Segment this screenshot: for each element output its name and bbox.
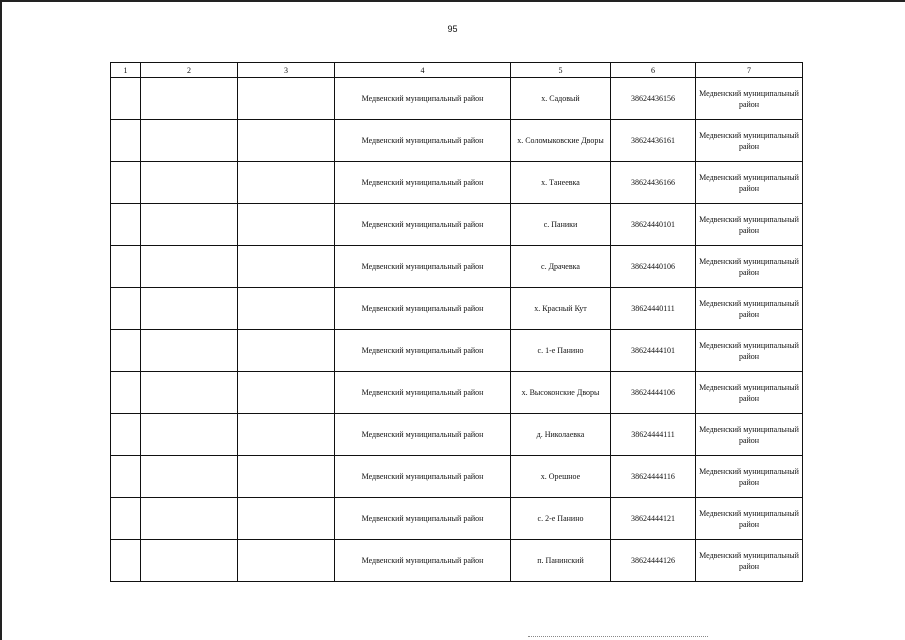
settlement-cell: д. Николаевка [511, 414, 611, 456]
row-number-cell [111, 372, 141, 414]
settlements-table [110, 62, 803, 582]
municipality-cell: Медвенский муниципальный район [696, 540, 803, 582]
oktmo-code-cell: 38624436166 [611, 162, 696, 204]
column-header-5: 5 [511, 63, 611, 78]
district-cell: Медвенский муниципальный район [335, 540, 511, 582]
column-2-cell [141, 204, 238, 246]
district-cell: Медвенский муниципальный район [335, 162, 511, 204]
column-3-cell [238, 456, 335, 498]
scan-artifact [528, 636, 708, 638]
row-number-cell [111, 120, 141, 162]
page-edge-left [0, 0, 2, 640]
settlement-cell: с. 1-е Панино [511, 330, 611, 372]
municipality-cell: Медвенский муниципальный район [696, 246, 803, 288]
row-number-cell [111, 498, 141, 540]
column-3-cell [238, 330, 335, 372]
oktmo-code-cell: 38624440101 [611, 204, 696, 246]
district-cell: Медвенский муниципальный район [335, 246, 511, 288]
table-row [111, 456, 803, 498]
column-2-cell [141, 372, 238, 414]
table-row [111, 498, 803, 540]
district-cell: Медвенский муниципальный район [335, 372, 511, 414]
district-cell: Медвенский муниципальный район [335, 288, 511, 330]
row-number-cell [111, 330, 141, 372]
settlement-cell: х. Соломыковские Дворы [511, 120, 611, 162]
district-cell: Медвенский муниципальный район [335, 78, 511, 120]
column-2-cell [141, 120, 238, 162]
oktmo-code-cell: 38624436156 [611, 78, 696, 120]
column-2-cell [141, 162, 238, 204]
column-3-cell [238, 414, 335, 456]
column-2-cell [141, 540, 238, 582]
table-row [111, 330, 803, 372]
column-3-cell [238, 372, 335, 414]
district-cell: Медвенский муниципальный район [335, 204, 511, 246]
column-2-cell [141, 414, 238, 456]
table-row [111, 246, 803, 288]
table-row [111, 372, 803, 414]
column-3-cell [238, 540, 335, 582]
column-2-cell [141, 498, 238, 540]
municipality-cell: Медвенский муниципальный район [696, 162, 803, 204]
municipality-cell: Медвенский муниципальный район [696, 456, 803, 498]
table-row [111, 540, 803, 582]
page-number: 95 [447, 24, 458, 34]
municipality-cell: Медвенский муниципальный район [696, 78, 803, 120]
row-number-cell [111, 78, 141, 120]
column-3-cell [238, 498, 335, 540]
table-row [111, 204, 803, 246]
table-header-row [111, 63, 803, 78]
row-number-cell [111, 456, 141, 498]
column-2-cell [141, 288, 238, 330]
settlement-cell: п. Панинский [511, 540, 611, 582]
oktmo-code-cell: 38624444101 [611, 330, 696, 372]
settlement-cell: с. Паники [511, 204, 611, 246]
oktmo-code-cell: 38624444126 [611, 540, 696, 582]
column-3-cell [238, 204, 335, 246]
district-cell: Медвенский муниципальный район [335, 414, 511, 456]
district-cell: Медвенский муниципальный район [335, 330, 511, 372]
column-3-cell [238, 120, 335, 162]
column-header-3: 3 [238, 63, 335, 78]
page-edge-top [0, 0, 905, 2]
column-header-6: 6 [611, 63, 696, 78]
municipality-cell: Медвенский муниципальный район [696, 120, 803, 162]
district-cell: Медвенский муниципальный район [335, 120, 511, 162]
column-2-cell [141, 456, 238, 498]
row-number-cell [111, 246, 141, 288]
oktmo-code-cell: 38624436161 [611, 120, 696, 162]
municipality-cell: Медвенский муниципальный район [696, 204, 803, 246]
municipality-cell: Медвенский муниципальный район [696, 372, 803, 414]
oktmo-code-cell: 38624440111 [611, 288, 696, 330]
settlement-cell: х. Танеевка [511, 162, 611, 204]
row-number-cell [111, 162, 141, 204]
municipality-cell: Медвенский муниципальный район [696, 330, 803, 372]
settlement-cell: х. Красный Кут [511, 288, 611, 330]
column-3-cell [238, 246, 335, 288]
district-cell: Медвенский муниципальный район [335, 456, 511, 498]
settlement-cell: х. Орешное [511, 456, 611, 498]
table-row [111, 414, 803, 456]
settlement-cell: х. Садовый [511, 78, 611, 120]
column-header-4: 4 [335, 63, 511, 78]
municipality-cell: Медвенский муниципальный район [696, 498, 803, 540]
column-2-cell [141, 78, 238, 120]
oktmo-code-cell: 38624444116 [611, 456, 696, 498]
municipality-cell: Медвенский муниципальный район [696, 414, 803, 456]
row-number-cell [111, 288, 141, 330]
oktmo-code-cell: 38624444106 [611, 372, 696, 414]
settlement-cell: с. Драчевка [511, 246, 611, 288]
table-row [111, 78, 803, 120]
row-number-cell [111, 204, 141, 246]
table-row [111, 120, 803, 162]
settlement-cell: х. Высоконские Дворы [511, 372, 611, 414]
oktmo-code-cell: 38624444111 [611, 414, 696, 456]
column-2-cell [141, 246, 238, 288]
table-row [111, 162, 803, 204]
district-cell: Медвенский муниципальный район [335, 498, 511, 540]
column-header-7: 7 [696, 63, 803, 78]
row-number-cell [111, 414, 141, 456]
column-2-cell [141, 330, 238, 372]
column-3-cell [238, 162, 335, 204]
table-row [111, 288, 803, 330]
column-3-cell [238, 78, 335, 120]
column-header-2: 2 [141, 63, 238, 78]
column-header-1: 1 [111, 63, 141, 78]
row-number-cell [111, 540, 141, 582]
oktmo-code-cell: 38624444121 [611, 498, 696, 540]
column-3-cell [238, 288, 335, 330]
settlement-cell: с. 2-е Панино [511, 498, 611, 540]
municipality-cell: Медвенский муниципальный район [696, 288, 803, 330]
oktmo-code-cell: 38624440106 [611, 246, 696, 288]
